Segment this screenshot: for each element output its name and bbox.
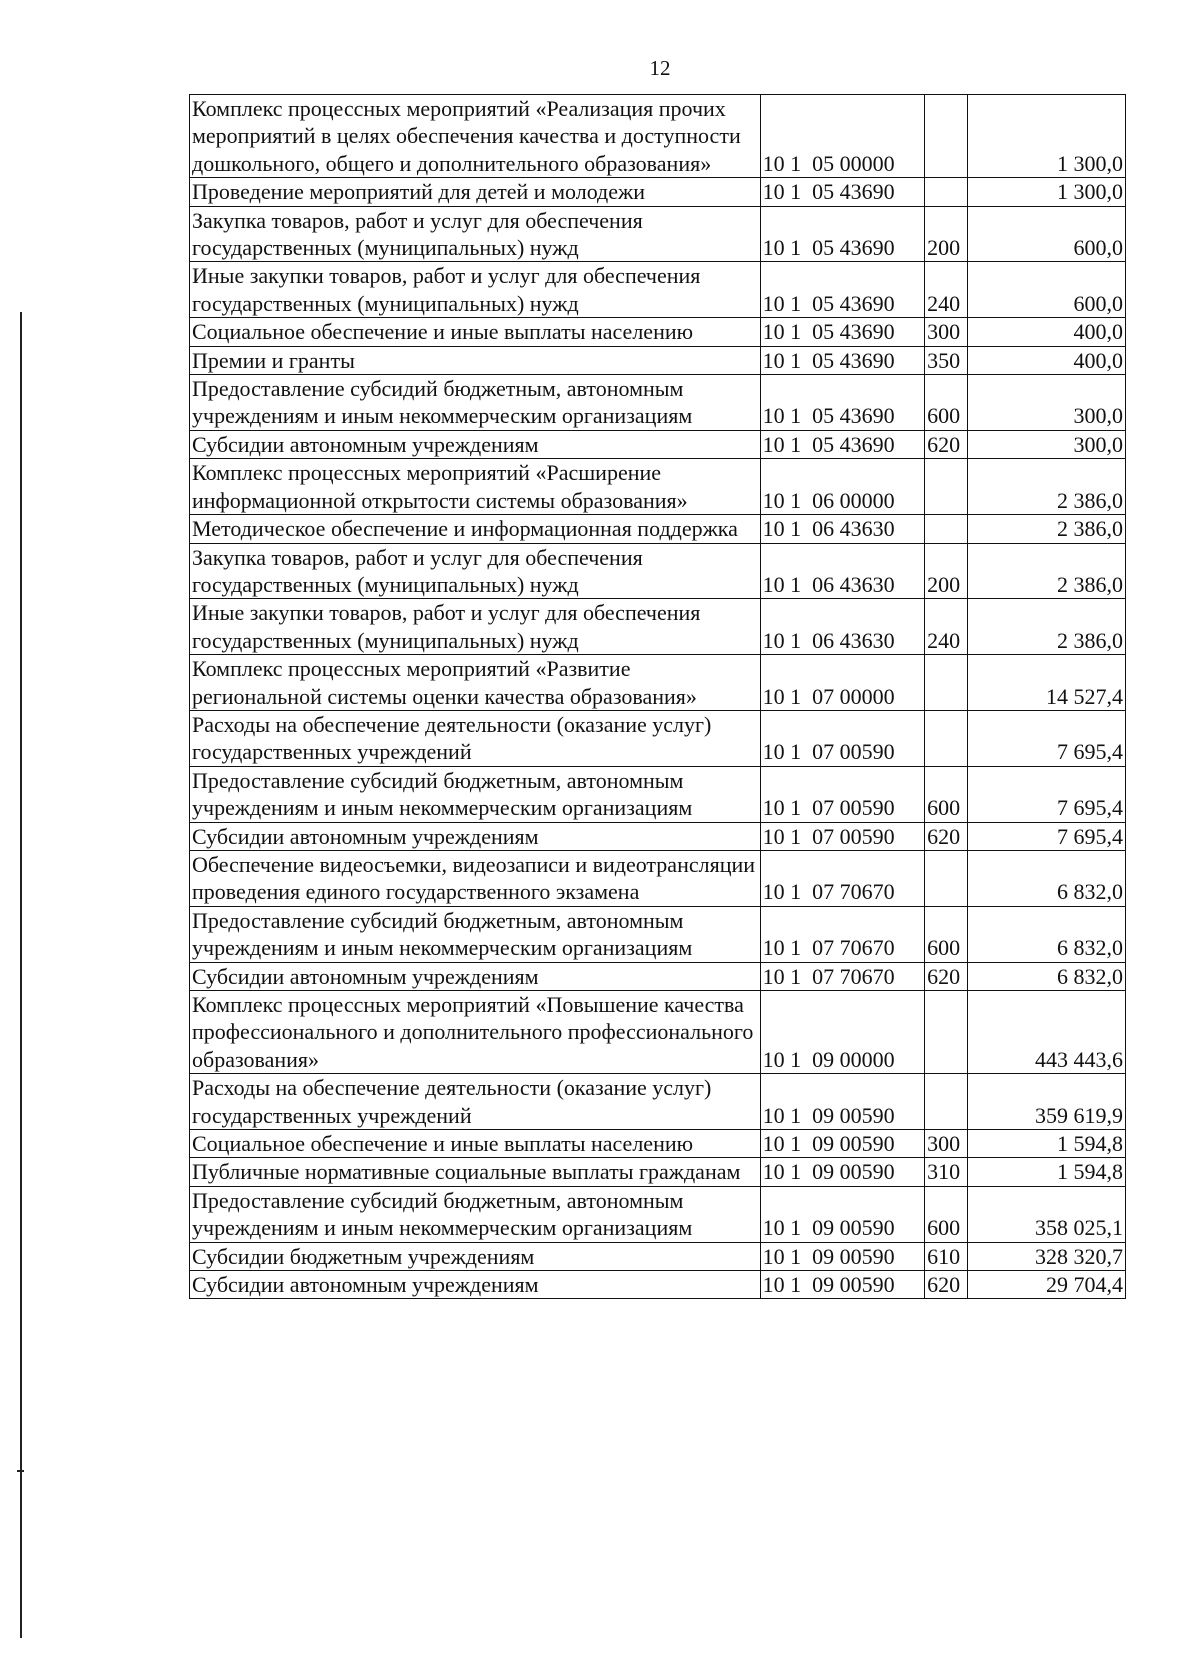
target-article-cell: 10 1 09 00590	[760, 1158, 924, 1186]
expense-type-cell: 620	[925, 430, 968, 458]
page-number: 12	[649, 56, 671, 80]
target-article-cell: 10 1 07 70670	[760, 850, 924, 906]
target-article-cell: 10 1 09 00590	[760, 1130, 924, 1158]
expense-name-cell: Публичные нормативные социальные выплаты гражданам	[190, 1158, 761, 1186]
target-article-cell: 10 1 05 43690	[760, 375, 924, 431]
target-article-cell: 10 1 07 00000	[760, 655, 924, 711]
amount-cell: 14 527,4	[967, 655, 1125, 711]
table-row	[190, 515, 1126, 543]
amount-cell: 1 594,8	[967, 1130, 1125, 1158]
table-row	[190, 1186, 1126, 1242]
amount-cell: 7 695,4	[967, 710, 1125, 766]
target-article-cell: 10 1 09 00590	[760, 1242, 924, 1270]
expense-type-cell: 620	[925, 822, 968, 850]
expense-type-cell: 300	[925, 318, 968, 346]
expense-type-cell: 610	[925, 1242, 968, 1270]
amount-cell: 2 386,0	[967, 599, 1125, 655]
expense-name-cell: Социальное обеспечение и иные выплаты населению	[190, 1130, 761, 1158]
table-row	[190, 1074, 1126, 1130]
table-row	[190, 95, 1126, 178]
target-article-cell: 10 1 06 00000	[760, 459, 924, 515]
expense-name-cell: Расходы на обеспечение деятельности (оказание услуг) государственных учреждений	[190, 1074, 761, 1130]
amount-cell: 6 832,0	[967, 850, 1125, 906]
expense-type-cell: 200	[925, 543, 968, 599]
expense-type-cell: 600	[925, 1186, 968, 1242]
target-article-cell: 10 1 07 00590	[760, 710, 924, 766]
amount-cell: 359 619,9	[967, 1074, 1125, 1130]
table-row	[190, 991, 1126, 1074]
table-row	[190, 599, 1126, 655]
table-row	[190, 1271, 1126, 1299]
expense-type-cell: 600	[925, 375, 968, 431]
table-row	[190, 710, 1126, 766]
amount-cell: 2 386,0	[967, 543, 1125, 599]
expense-name-cell: Субсидии автономным учреждениям	[190, 1271, 761, 1299]
table-row	[190, 822, 1126, 850]
amount-cell: 1 300,0	[967, 95, 1125, 178]
target-article-cell: 10 1 05 00000	[760, 95, 924, 178]
expense-type-cell: 300	[925, 1130, 968, 1158]
expense-name-cell: Субсидии автономным учреждениям	[190, 430, 761, 458]
expense-name-cell: Премии и гранты	[190, 346, 761, 374]
expense-name-cell: Проведение мероприятий для детей и молодежи	[190, 178, 761, 206]
target-article-cell: 10 1 05 43690	[760, 430, 924, 458]
expense-name-cell: Иные закупки товаров, работ и услуг для обеспечения государственных (муниципальных) нужд	[190, 599, 761, 655]
amount-cell: 328 320,7	[967, 1242, 1125, 1270]
expense-type-cell: 620	[925, 962, 968, 990]
target-article-cell: 10 1 05 43690	[760, 346, 924, 374]
amount-cell: 7 695,4	[967, 822, 1125, 850]
expense-name-cell: Субсидии автономным учреждениям	[190, 962, 761, 990]
expense-type-cell	[925, 710, 968, 766]
expense-type-cell	[925, 515, 968, 543]
table-row	[190, 1242, 1126, 1270]
expense-type-cell: 350	[925, 346, 968, 374]
table-row	[190, 962, 1126, 990]
target-article-cell: 10 1 07 00590	[760, 766, 924, 822]
target-article-cell: 10 1 07 70670	[760, 962, 924, 990]
budget-table-body	[190, 95, 1126, 1299]
amount-cell: 443 443,6	[967, 991, 1125, 1074]
expense-name-cell: Расходы на обеспечение деятельности (оказание услуг) государственных учреждений	[190, 710, 761, 766]
expense-type-cell: 240	[925, 262, 968, 318]
table-row	[190, 178, 1126, 206]
expense-type-cell	[925, 850, 968, 906]
table-row	[190, 906, 1126, 962]
expense-name-cell: Иные закупки товаров, работ и услуг для обеспечения государственных (муниципальных) нужд	[190, 262, 761, 318]
amount-cell: 400,0	[967, 318, 1125, 346]
expense-type-cell: 620	[925, 1271, 968, 1299]
target-article-cell: 10 1 05 43690	[760, 262, 924, 318]
table-row	[190, 1130, 1126, 1158]
expense-name-cell: Закупка товаров, работ и услуг для обеспечения государственных (муниципальных) нужд	[190, 206, 761, 262]
amount-cell: 1 300,0	[967, 178, 1125, 206]
expense-name-cell: Закупка товаров, работ и услуг для обеспечения государственных (муниципальных) нужд	[190, 543, 761, 599]
target-article-cell: 10 1 05 43690	[760, 206, 924, 262]
table-row	[190, 1158, 1126, 1186]
table-row	[190, 850, 1126, 906]
expense-name-cell: Обеспечение видеосъемки, видеозаписи и видеотрансляции проведения единого государственного экзамена	[190, 850, 761, 906]
expense-type-cell	[925, 95, 968, 178]
amount-cell: 1 594,8	[967, 1158, 1125, 1186]
expense-name-cell: Субсидии автономным учреждениям	[190, 822, 761, 850]
target-article-cell: 10 1 07 00590	[760, 822, 924, 850]
amount-cell: 6 832,0	[967, 962, 1125, 990]
expense-name-cell: Предоставление субсидий бюджетным, автономным учреждениям и иным некоммерческим организациям	[190, 766, 761, 822]
expense-name-cell: Комплекс процессных мероприятий «Реализация прочих мероприятий в целях обеспечения качества и доступности дошкольного, общего и дополнительного образования»	[190, 95, 761, 178]
expense-name-cell: Субсидии бюджетным учреждениям	[190, 1242, 761, 1270]
expense-type-cell: 600	[925, 766, 968, 822]
amount-cell: 400,0	[967, 346, 1125, 374]
table-row	[190, 318, 1126, 346]
target-article-cell: 10 1 06 43630	[760, 515, 924, 543]
amount-cell: 600,0	[967, 262, 1125, 318]
expense-type-cell	[925, 991, 968, 1074]
expense-type-cell: 310	[925, 1158, 968, 1186]
target-article-cell: 10 1 05 43690	[760, 178, 924, 206]
expense-name-cell: Методическое обеспечение и информационная поддержка	[190, 515, 761, 543]
amount-cell: 600,0	[967, 206, 1125, 262]
expense-type-cell	[925, 178, 968, 206]
target-article-cell: 10 1 09 00000	[760, 991, 924, 1074]
amount-cell: 300,0	[967, 430, 1125, 458]
table-row	[190, 262, 1126, 318]
amount-cell: 300,0	[967, 375, 1125, 431]
table-row	[190, 206, 1126, 262]
budget-table	[189, 94, 1126, 1299]
scan-margin-line	[20, 312, 22, 1638]
expense-type-cell: 600	[925, 906, 968, 962]
expense-type-cell	[925, 655, 968, 711]
amount-cell: 29 704,4	[967, 1271, 1125, 1299]
table-row	[190, 766, 1126, 822]
expense-name-cell: Комплекс процессных мероприятий «Расширение информационной открытости системы образования»	[190, 459, 761, 515]
expense-type-cell: 200	[925, 206, 968, 262]
amount-cell: 7 695,4	[967, 766, 1125, 822]
target-article-cell: 10 1 06 43630	[760, 599, 924, 655]
amount-cell: 358 025,1	[967, 1186, 1125, 1242]
table-row	[190, 375, 1126, 431]
amount-cell: 6 832,0	[967, 906, 1125, 962]
expense-type-cell	[925, 459, 968, 515]
expense-name-cell: Предоставление субсидий бюджетным, автономным учреждениям и иным некоммерческим организациям	[190, 1186, 761, 1242]
expense-type-cell	[925, 1074, 968, 1130]
expense-name-cell: Комплекс процессных мероприятий «Повышение качества профессионального и дополнительного профессионального образования»	[190, 991, 761, 1074]
table-row	[190, 430, 1126, 458]
table-row	[190, 346, 1126, 374]
scan-margin-tick	[17, 1470, 24, 1472]
expense-type-cell: 240	[925, 599, 968, 655]
target-article-cell: 10 1 05 43690	[760, 318, 924, 346]
amount-cell: 2 386,0	[967, 515, 1125, 543]
target-article-cell: 10 1 09 00590	[760, 1074, 924, 1130]
expense-name-cell: Предоставление субсидий бюджетным, автономным учреждениям и иным некоммерческим организациям	[190, 375, 761, 431]
expense-name-cell: Социальное обеспечение и иные выплаты населению	[190, 318, 761, 346]
expense-name-cell: Комплекс процессных мероприятий «Развитие региональной системы оценки качества образования»	[190, 655, 761, 711]
table-row	[190, 543, 1126, 599]
target-article-cell: 10 1 09 00590	[760, 1186, 924, 1242]
amount-cell: 2 386,0	[967, 459, 1125, 515]
target-article-cell: 10 1 09 00590	[760, 1271, 924, 1299]
table-row	[190, 655, 1126, 711]
target-article-cell: 10 1 06 43630	[760, 543, 924, 599]
table-row	[190, 459, 1126, 515]
expense-name-cell: Предоставление субсидий бюджетным, автономным учреждениям и иным некоммерческим организациям	[190, 906, 761, 962]
target-article-cell: 10 1 07 70670	[760, 906, 924, 962]
